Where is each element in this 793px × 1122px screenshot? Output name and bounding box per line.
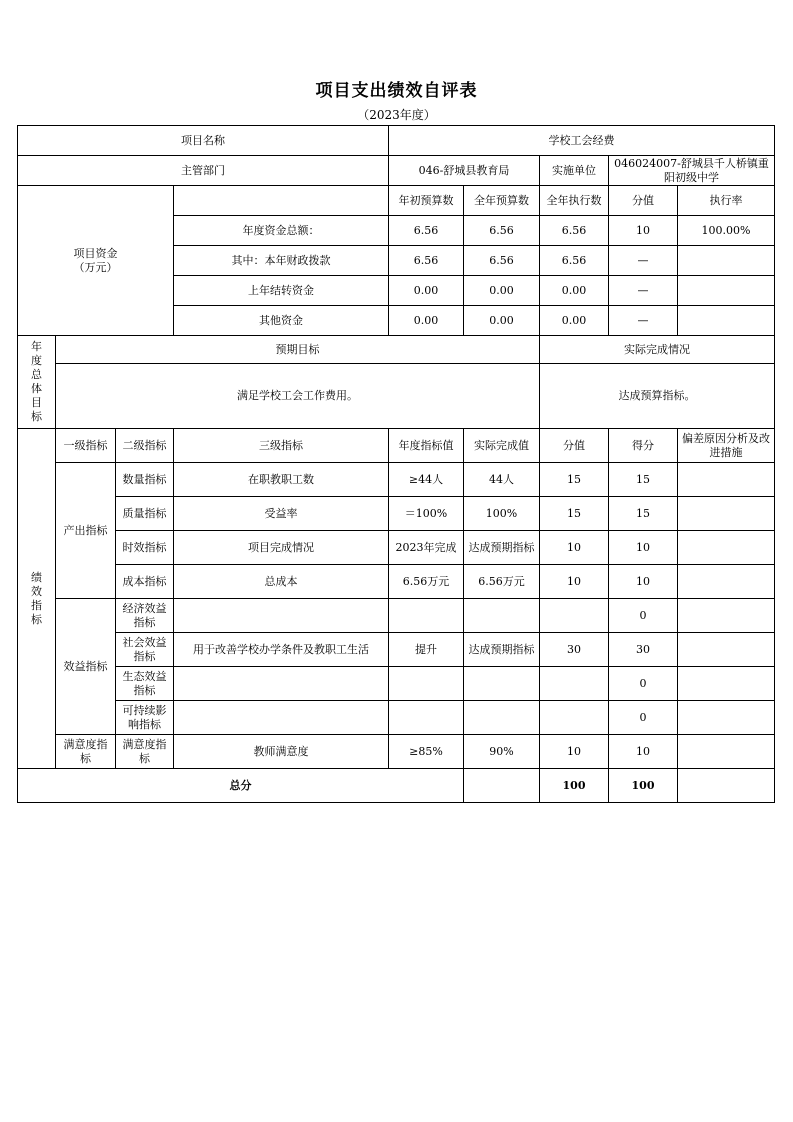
funds-header-blank (174, 186, 389, 216)
funds-annual: 0.00 (464, 276, 540, 306)
perf-header-score: 得分 (609, 429, 678, 463)
total-value: 100 (540, 769, 609, 803)
funds-rate (678, 276, 775, 306)
funds-row-label: 其他资金 (174, 306, 389, 336)
perf-l2: 经济效益指标 (116, 599, 174, 633)
perf-header-note: 偏差原因分析及改进措施 (678, 429, 775, 463)
perf-note (678, 667, 775, 701)
goals-actual: 达成预算指标。 (540, 364, 775, 429)
impl-unit-value: 046024007-舒城县千人桥镇重阳初级中学 (609, 156, 775, 186)
perf-target: 2023年完成 (389, 531, 464, 565)
funds-label-line1: 项目资金 (73, 246, 118, 260)
perf-l2: 数量指标 (116, 463, 174, 497)
perf-l3: 用于改善学校办学条件及教职工生活 (174, 633, 389, 667)
funds-rate (678, 246, 775, 276)
perf-score: 0 (609, 599, 678, 633)
perf-row (18, 599, 775, 633)
funds-row-label: 上年结转资金 (174, 276, 389, 306)
perf-note (678, 735, 775, 769)
perf-score: 0 (609, 667, 678, 701)
perf-target: ＝100% (389, 497, 464, 531)
funds-initial: 6.56 (389, 216, 464, 246)
perf-target: 6.56万元 (389, 565, 464, 599)
perf-l3: 教师满意度 (174, 735, 389, 769)
perf-score: 15 (609, 463, 678, 497)
perf-target (389, 701, 464, 735)
perf-actual: 44人 (464, 463, 540, 497)
perf-l2: 成本指标 (116, 565, 174, 599)
department-row (18, 156, 775, 186)
perf-score: 0 (609, 701, 678, 735)
funds-header-rate: 执行率 (678, 186, 775, 216)
perf-row (18, 667, 775, 701)
perf-label-text: 绩 效 指 标 (31, 570, 42, 626)
perf-value: 30 (540, 633, 609, 667)
funds-row-label: 年度资金总额： (174, 216, 389, 246)
perf-l3: 受益率 (174, 497, 389, 531)
perf-actual: 6.56万元 (464, 565, 540, 599)
perf-actual (464, 599, 540, 633)
funds-initial: 6.56 (389, 246, 464, 276)
perf-header-value: 分值 (540, 429, 609, 463)
dept-label: 主管部门 (18, 156, 389, 186)
perf-l2: 质量指标 (116, 497, 174, 531)
perf-actual (464, 701, 540, 735)
perf-l3 (174, 599, 389, 633)
perf-target: 提升 (389, 633, 464, 667)
project-name-value: 学校工会经费 (389, 126, 775, 156)
funds-executed: 6.56 (540, 246, 609, 276)
funds-header-executed: 全年执行数 (540, 186, 609, 216)
funds-initial: 0.00 (389, 276, 464, 306)
perf-row (18, 735, 775, 769)
goals-label-text: 年 度 总 体 目 标 (31, 340, 42, 423)
perf-note (678, 531, 775, 565)
perf-row (18, 565, 775, 599)
perf-l2: 满意度指标 (116, 735, 174, 769)
perf-actual: 达成预期指标 (464, 633, 540, 667)
goals-header-row (18, 336, 775, 364)
funds-header-row (18, 186, 775, 216)
perf-value: 10 (540, 531, 609, 565)
funds-label (18, 186, 174, 336)
perf-note (678, 701, 775, 735)
funds-annual: 6.56 (464, 246, 540, 276)
goals-expected: 满足学校工会工作费用。 (56, 364, 540, 429)
perf-l3 (174, 701, 389, 735)
total-blank (464, 769, 540, 803)
funds-executed: 0.00 (540, 276, 609, 306)
perf-header-l2: 二级指标 (116, 429, 174, 463)
perf-value: 15 (540, 497, 609, 531)
perf-actual (464, 667, 540, 701)
performance-table (17, 125, 775, 803)
perf-header-actual: 实际完成值 (464, 429, 540, 463)
perf-target: ≥85% (389, 735, 464, 769)
funds-annual: 0.00 (464, 306, 540, 336)
funds-rate (678, 306, 775, 336)
funds-rate: 100.00% (678, 216, 775, 246)
perf-header-row (18, 429, 775, 463)
perf-l2: 社会效益指标 (116, 633, 174, 667)
funds-score-value: 10 (609, 216, 678, 246)
funds-score-value: — (609, 246, 678, 276)
total-note (678, 769, 775, 803)
perf-target (389, 667, 464, 701)
perf-value (540, 701, 609, 735)
perf-note (678, 633, 775, 667)
funds-row-label: 其中：本年财政拨款 (174, 246, 389, 276)
perf-row (18, 531, 775, 565)
funds-annual: 6.56 (464, 216, 540, 246)
perf-header-target: 年度指标值 (389, 429, 464, 463)
goals-label (18, 336, 56, 429)
funds-score-value: — (609, 276, 678, 306)
perf-target (389, 599, 464, 633)
perf-l2: 生态效益指标 (116, 667, 174, 701)
funds-label-line2: （万元） (73, 260, 118, 274)
perf-value: 10 (540, 735, 609, 769)
output-label: 产出指标 (56, 463, 116, 599)
goals-content-row (18, 364, 775, 429)
perf-row (18, 463, 775, 497)
dept-value: 046-舒城县教育局 (389, 156, 540, 186)
perf-header-l3: 三级指标 (174, 429, 389, 463)
perf-actual: 100% (464, 497, 540, 531)
perf-note (678, 565, 775, 599)
perf-target: ≥44人 (389, 463, 464, 497)
perf-note (678, 497, 775, 531)
perf-score: 10 (609, 531, 678, 565)
perf-score: 30 (609, 633, 678, 667)
perf-l2: 可持续影响指标 (116, 701, 174, 735)
perf-value: 15 (540, 463, 609, 497)
perf-value (540, 599, 609, 633)
perf-l3 (174, 667, 389, 701)
perf-actual: 达成预期指标 (464, 531, 540, 565)
project-name-row (18, 126, 775, 156)
perf-score: 10 (609, 735, 678, 769)
perf-note (678, 463, 775, 497)
perf-l2: 时效指标 (116, 531, 174, 565)
funds-header-score-value: 分值 (609, 186, 678, 216)
perf-value (540, 667, 609, 701)
funds-initial: 0.00 (389, 306, 464, 336)
funds-header-initial: 年初预算数 (389, 186, 464, 216)
page-subtitle: （2023年度） (357, 108, 436, 122)
funds-header-annual: 全年预算数 (464, 186, 540, 216)
goals-actual-header: 实际完成情况 (540, 336, 775, 364)
funds-executed: 0.00 (540, 306, 609, 336)
page-title: 项目支出绩效自评表 (315, 81, 478, 101)
perf-label (18, 429, 56, 769)
perf-l3: 总成本 (174, 565, 389, 599)
impl-unit-label: 实施单位 (540, 156, 609, 186)
funds-executed: 6.56 (540, 216, 609, 246)
perf-row (18, 497, 775, 531)
perf-l3: 在职教职工数 (174, 463, 389, 497)
satisfaction-label: 满意度指标 (56, 735, 116, 769)
funds-score-value: — (609, 306, 678, 336)
project-name-label: 项目名称 (18, 126, 389, 156)
perf-row (18, 633, 775, 667)
perf-header-l1: 一级指标 (56, 429, 116, 463)
perf-row (18, 701, 775, 735)
total-label: 总分 (18, 769, 464, 803)
total-row (18, 769, 775, 803)
benefit-label: 效益指标 (56, 599, 116, 735)
goals-expected-header: 预期目标 (56, 336, 540, 364)
perf-score: 15 (609, 497, 678, 531)
perf-note (678, 599, 775, 633)
perf-score: 10 (609, 565, 678, 599)
perf-l3: 项目完成情况 (174, 531, 389, 565)
perf-actual: 90% (464, 735, 540, 769)
total-score: 100 (609, 769, 678, 803)
perf-value: 10 (540, 565, 609, 599)
